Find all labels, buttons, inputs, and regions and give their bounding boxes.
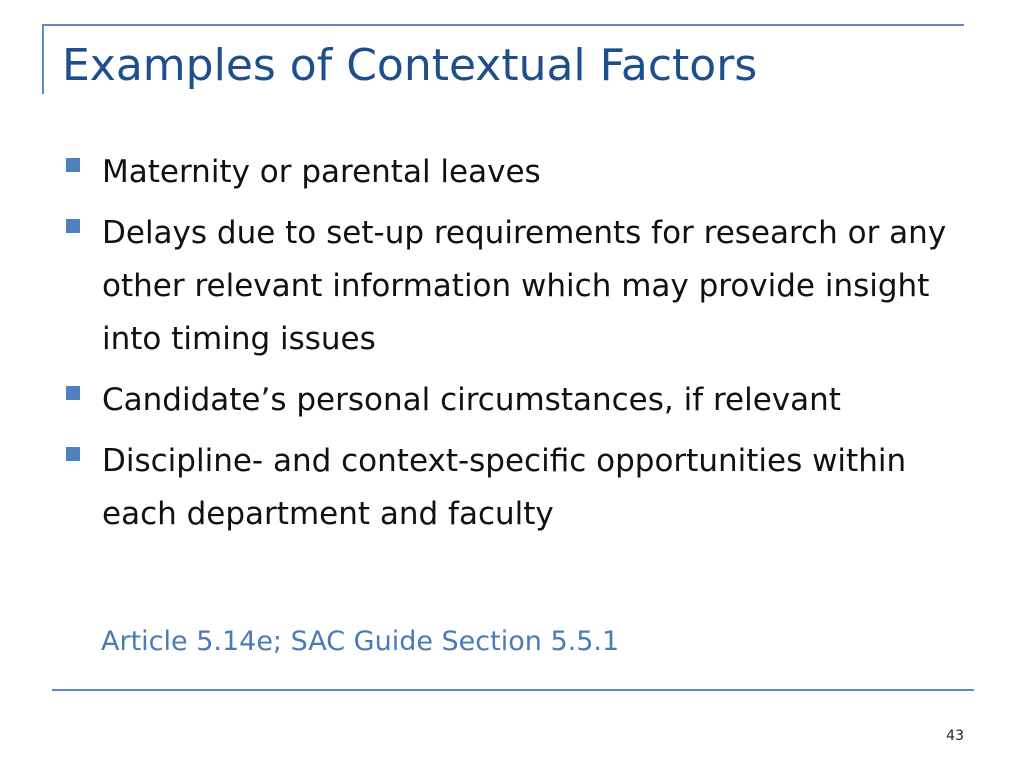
bullet-item-personal-circumstances: [62, 374, 962, 427]
bullet-list: [62, 146, 962, 549]
bullet-text: Delays due to set-up requirements for research or any other relevant information which may provide insight into timing issues: [102, 215, 947, 357]
square-bullet-icon: [66, 219, 80, 233]
title-frame-top-rule: [42, 24, 964, 26]
bullet-text: Candidate’s personal circumstances, if relevant: [102, 382, 841, 418]
bullet-item-maternity-leaves: [62, 146, 962, 199]
bullet-text: Discipline- and context-specific opportunities within each department and faculty: [102, 443, 907, 532]
slide-title: Examples of Contextual Factors: [62, 40, 758, 91]
title-frame-left-rule: [42, 24, 44, 94]
reference-citation: Article 5.14e; SAC Guide Section 5.5.1: [101, 626, 620, 657]
page-number: 43: [946, 728, 964, 744]
square-bullet-icon: [66, 386, 80, 400]
square-bullet-icon: [66, 158, 80, 172]
bullet-item-setup-delays: [62, 207, 962, 366]
square-bullet-icon: [66, 447, 80, 461]
bullet-text: Maternity or parental leaves: [102, 154, 541, 190]
footer-rule: [52, 689, 974, 691]
bullet-item-discipline-opportunities: [62, 435, 962, 541]
